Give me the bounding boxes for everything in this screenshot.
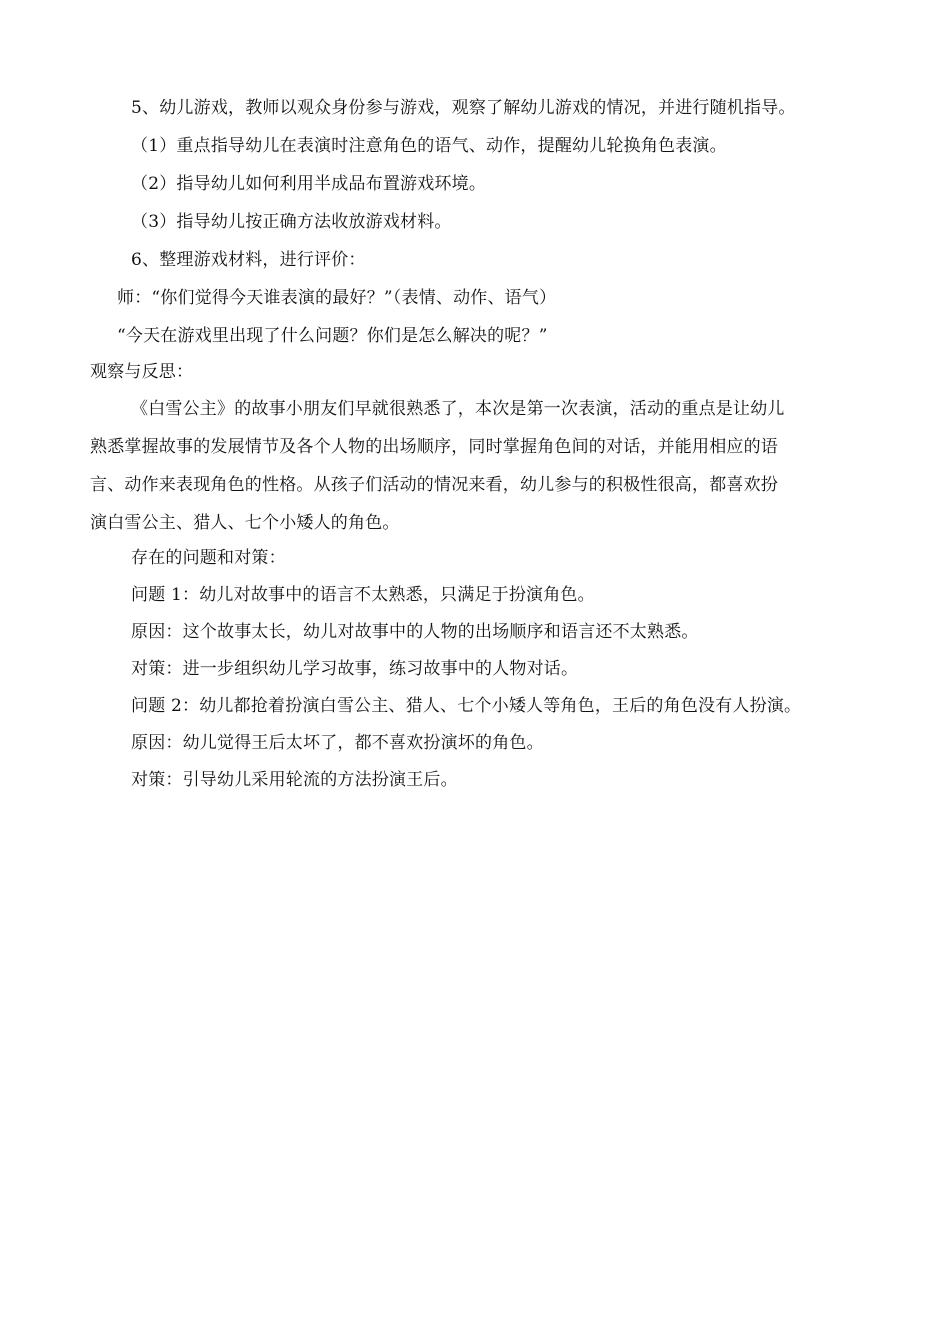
reflection-paragraph-line-3: 言、动作来表现角色的性格。从孩子们活动的情况来看，幼儿参与的积极性很高，都喜欢扮 [90, 475, 778, 495]
guidance-item-3: （3）指导幼儿按正确方法收放游戏材料。 [131, 212, 452, 232]
reason-1: 原因：这个故事太长，幼儿对故事中的人物的出场顺序和语言还不太熟悉。 [131, 622, 699, 642]
teacher-question-1: 师：“你们觉得今天谁表演的最好？”（表情、动作、语气） [117, 288, 557, 308]
step-6-text: 6、整理游戏材料，进行评价： [131, 250, 366, 270]
reflection-paragraph-line-4: 演白雪公主、猎人、七个小矮人的角色。 [90, 513, 400, 533]
reason-2: 原因：幼儿觉得王后太坏了，都不喜欢扮演坏的角色。 [131, 733, 544, 753]
reflection-paragraph-line-1: 《白雪公主》的故事小朋友们早就很熟悉了，本次是第一次表演，活动的重点是让幼儿 [131, 399, 785, 419]
guidance-item-2: （2）指导幼儿如何利用半成品布置游戏环境。 [131, 174, 487, 194]
step-5-text: 5、幼儿游戏，教师以观众身份参与游戏，观察了解幼儿游戏的情况，并进行随机指导。 [131, 98, 796, 118]
strategy-2: 对策：引导幼儿采用轮流的方法扮演王后。 [131, 770, 458, 790]
reflection-heading: 观察与反思： [90, 362, 194, 382]
problem-1: 问题 1：幼儿对故事中的语言不太熟悉，只满足于扮演角色。 [131, 585, 595, 605]
teacher-question-2: “今天在游戏里出现了什么问题？你们是怎么解决的呢？” [117, 326, 548, 346]
guidance-item-1: （1）重点指导幼儿在表演时注意角色的语气、动作，提醒幼儿轮换角色表演。 [131, 136, 727, 156]
issues-heading: 存在的问题和对策： [131, 548, 286, 568]
problem-2: 问题 2：幼儿都抢着扮演白雪公主、猎人、七个小矮人等角色，王后的角色没有人扮演。 [131, 696, 802, 716]
strategy-1: 对策：进一步组织幼儿学习故事，练习故事中的人物对话。 [131, 659, 579, 679]
reflection-paragraph-line-2: 熟悉掌握故事的发展情节及各个人物的出场顺序，同时掌握角色间的对话，并能用相应的语 [90, 437, 778, 457]
